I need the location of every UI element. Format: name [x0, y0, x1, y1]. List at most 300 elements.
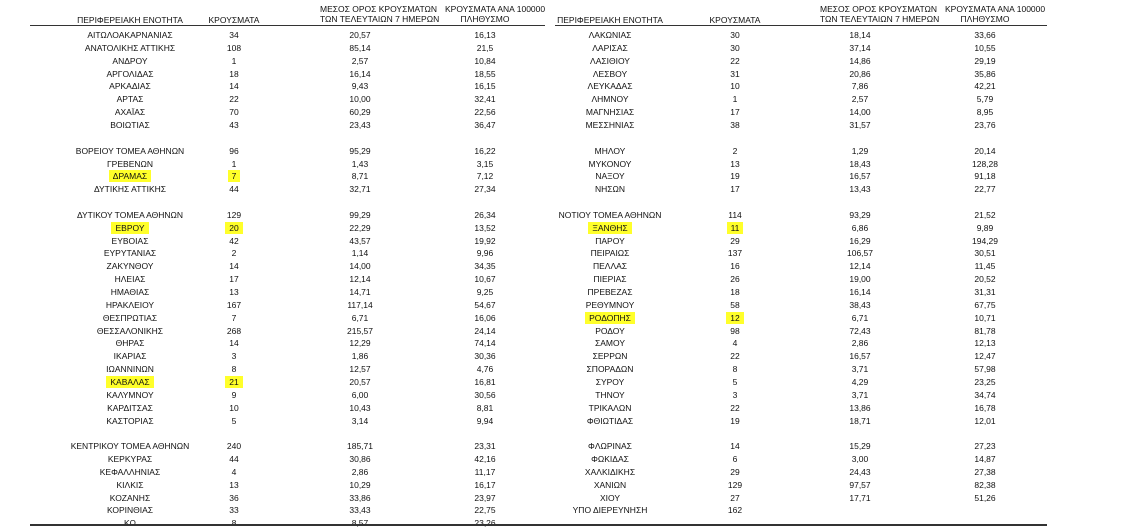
- table-row: [0, 350, 1129, 362]
- avg-cell: [820, 93, 900, 105]
- cases-cell-text: 44: [229, 454, 239, 465]
- region-cell-text: ΘΕΣΠΡΩΤΙΑΣ: [102, 312, 158, 323]
- region-cell-text: ΕΥΡΥΤΑΝΙΑΣ: [103, 248, 157, 259]
- table-row: [0, 209, 1129, 221]
- per100k-cell-text: 11,17: [474, 466, 496, 477]
- cases-cell: [705, 235, 765, 247]
- table-row: [0, 286, 1129, 298]
- avg-cell: [820, 68, 900, 80]
- table-row: [0, 68, 1129, 80]
- region-cell-text: ΑΝΑΤΟΛΙΚΗΣ ΑΤΤΙΚΗΣ: [84, 42, 176, 53]
- cases-cell: [705, 479, 765, 491]
- region-cell-text: ΝΑΞΟΥ: [595, 171, 625, 182]
- avg-cell-text: 6,00: [351, 389, 369, 400]
- region-cell-text: ΜΥΚΟΝΟΥ: [588, 158, 632, 169]
- table-row: [0, 299, 1129, 311]
- cases-cell: [705, 402, 765, 414]
- table-row: [0, 492, 1129, 504]
- per100k-cell-text: 42,21: [974, 81, 996, 92]
- per100k-cell: [945, 196, 1025, 208]
- region-cell: [540, 350, 680, 362]
- header-divider-left: [30, 25, 545, 26]
- avg-cell: [820, 273, 900, 285]
- table-row: [0, 273, 1129, 285]
- avg-cell-text: 4,29: [851, 376, 869, 387]
- per100k-cell: [945, 273, 1025, 285]
- avg-cell-text: 185,71: [347, 441, 373, 452]
- per100k-cell-text: 7,12: [476, 171, 494, 182]
- cases-cell: [705, 29, 765, 41]
- region-cell-text: ΗΡΑΚΛΕΙΟΥ: [105, 299, 155, 310]
- region-cell-text: ΚΑΒΑΛΑΣ: [106, 376, 153, 388]
- per100k-cell: [945, 29, 1025, 41]
- avg-cell-text: 6,71: [351, 312, 369, 323]
- region-cell-text: ΧΑΛΚΙΔΙΚΗΣ: [584, 466, 636, 477]
- per100k-cell-text: 21,52: [974, 209, 996, 220]
- per100k-cell: [945, 453, 1025, 465]
- cases-cell-text: 16: [730, 261, 740, 272]
- region-cell-text: ΔΡΑΜΑΣ: [109, 170, 151, 182]
- cases-cell: [705, 453, 765, 465]
- cases-cell-text: 42: [229, 235, 239, 246]
- cases-cell-text: 31: [730, 68, 740, 79]
- avg-cell-text: 16,57: [849, 171, 871, 182]
- avg-cell: [820, 80, 900, 92]
- cases-cell-text: 167: [226, 299, 242, 310]
- per100k-cell: [945, 183, 1025, 195]
- cases-cell: [705, 158, 765, 170]
- cases-cell-text: 8: [732, 364, 738, 375]
- avg-cell: [820, 235, 900, 247]
- per100k-cell: [945, 286, 1025, 298]
- per100k-cell-text: 11,45: [974, 261, 996, 272]
- per100k-cell-text: 10,55: [974, 42, 996, 53]
- region-cell-text: ΦΩΚΙΔΑΣ: [591, 454, 629, 465]
- avg-cell: [820, 119, 900, 131]
- region-cell: [540, 132, 680, 144]
- header-avg-right: [820, 4, 940, 24]
- cases-cell-text: 10: [730, 81, 740, 92]
- per100k-cell: [945, 479, 1025, 491]
- cases-cell-text: 30: [730, 30, 740, 40]
- cases-cell-text: 137: [727, 248, 743, 259]
- cases-cell-text: 162: [727, 505, 743, 516]
- per100k-cell-text: 10,84: [474, 55, 496, 66]
- cases-cell-text: 3: [732, 389, 738, 400]
- avg-cell-text: 33,86: [349, 492, 371, 503]
- per100k-cell-text: 21,5: [476, 42, 494, 53]
- per100k-cell-text: 13,52: [474, 222, 496, 233]
- cases-cell: [705, 145, 765, 157]
- avg-cell-text: 38,43: [849, 299, 871, 310]
- per100k-cell-text: 30,51: [974, 248, 996, 259]
- region-cell: [540, 247, 680, 259]
- avg-cell-text: 85,14: [349, 42, 371, 53]
- region-cell-text: ΧΙΟΥ: [599, 492, 621, 503]
- cases-cell-text: 3: [231, 351, 237, 362]
- avg-cell: [820, 427, 900, 439]
- per100k-cell-text: 54,67: [474, 299, 496, 310]
- table-row: [0, 235, 1129, 247]
- region-cell-text: ΣΕΡΡΩΝ: [592, 351, 628, 362]
- avg-cell-text: 99,29: [349, 209, 371, 220]
- avg-cell-text: 33,43: [349, 505, 371, 516]
- avg-cell-text: 97,57: [849, 479, 871, 490]
- per100k-cell-text: 23,97: [474, 492, 496, 503]
- cases-cell-text: 129: [226, 209, 242, 220]
- cases-cell-text: 1: [231, 55, 237, 66]
- cases-cell-text: 4: [732, 338, 738, 349]
- per100k-cell: [945, 440, 1025, 452]
- avg-cell: [820, 260, 900, 272]
- region-cell-text: ΜΑΓΝΗΣΙΑΣ: [585, 107, 635, 118]
- per100k-cell-text: 30,56: [474, 389, 496, 400]
- avg-cell: [820, 376, 900, 388]
- header-avg-left-line2: ΤΩΝ ΤΕΛΕΥΤΑΙΩΝ 7 ΗΜΕΡΩΝ: [320, 14, 440, 24]
- per100k-cell-text: 22,77: [974, 184, 996, 195]
- region-cell-text: ΕΒΡΟΥ: [111, 222, 148, 234]
- cases-cell-text: 43: [229, 119, 239, 130]
- avg-cell: [820, 196, 900, 208]
- avg-cell: [820, 325, 900, 337]
- cases-cell: [705, 504, 765, 516]
- header-region-right: ΠΕΡΙΦΕΡΕΙΑΚΗ ΕΝΟΤΗΤΑ: [557, 15, 663, 25]
- per100k-cell: [945, 42, 1025, 54]
- avg-cell: [820, 132, 900, 144]
- cases-cell-text: 29: [730, 235, 740, 246]
- avg-cell: [820, 479, 900, 491]
- cases-cell: [705, 312, 765, 324]
- per100k-cell: [945, 93, 1025, 105]
- region-cell-text: ΣΠΟΡΑΔΩΝ: [586, 364, 634, 375]
- avg-cell-text: 72,43: [849, 325, 871, 336]
- avg-cell-text: 30,86: [349, 454, 371, 465]
- region-cell: [540, 492, 680, 504]
- cases-cell-text: 29: [730, 466, 740, 477]
- avg-cell-text: 106,57: [847, 248, 873, 259]
- region-cell-text: ΜΗΛΟΥ: [594, 145, 626, 156]
- avg-cell: [820, 350, 900, 362]
- cases-cell: [705, 93, 765, 105]
- avg-cell-text: 14,00: [849, 107, 871, 118]
- cases-cell-text: 58: [730, 299, 740, 310]
- cases-cell: [705, 273, 765, 285]
- cases-cell: [705, 389, 765, 401]
- avg-cell-text: 16,57: [849, 351, 871, 362]
- cases-cell-text: 13: [229, 479, 239, 490]
- per100k-cell: [945, 466, 1025, 478]
- cases-cell-text: 44: [229, 184, 239, 195]
- avg-cell-text: 1,86: [351, 351, 369, 362]
- avg-cell-text: 15,29: [849, 441, 871, 452]
- cases-cell-text: 17: [730, 184, 740, 195]
- cases-cell-text: 27: [730, 492, 740, 503]
- per100k-cell: [945, 68, 1025, 80]
- table-row: [0, 170, 1129, 182]
- region-cell-text: ΑΡΚΑΔΙΑΣ: [109, 81, 151, 92]
- cases-cell-text: 5: [732, 376, 738, 387]
- per100k-cell: [945, 492, 1025, 504]
- cases-cell-text: 240: [226, 441, 242, 452]
- cases-cell: [705, 350, 765, 362]
- per100k-cell-text: 8,81: [476, 402, 494, 413]
- cases-cell: [705, 286, 765, 298]
- region-cell-text: ΗΜΑΘΙΑΣ: [110, 287, 150, 297]
- region-cell: [540, 415, 680, 427]
- header-avg-right-line1: ΜΕΣΟΣ ΟΡΟΣ ΚΡΟΥΣΜΑΤΩΝ: [820, 4, 937, 14]
- region-cell: [540, 106, 680, 118]
- avg-cell: [820, 466, 900, 478]
- avg-cell-text: 60,29: [349, 107, 371, 118]
- per100k-cell-text: 12,01: [974, 415, 996, 426]
- avg-cell-text: 22,29: [349, 222, 371, 233]
- per100k-cell-text: 27,23: [974, 441, 996, 452]
- cases-cell-text: 9: [231, 389, 237, 400]
- region-cell: [540, 363, 680, 375]
- per100k-cell-text: 32,41: [474, 94, 496, 105]
- per100k-cell-text: 8,95: [976, 107, 994, 118]
- avg-cell-text: 3,71: [851, 389, 869, 400]
- avg-cell: [820, 158, 900, 170]
- avg-cell-text: 6,86: [851, 222, 869, 233]
- region-cell-text: ΛΑΚΩΝΙΑΣ: [588, 30, 632, 40]
- header-per100k-right-line1: ΚΡΟΥΣΜΑΤΑ ΑΝΑ 100000: [945, 4, 1046, 14]
- table-row: [0, 260, 1129, 272]
- cases-cell-text: 114: [728, 209, 742, 220]
- cases-cell-text: 14: [229, 261, 239, 272]
- cases-cell-text: 6: [732, 454, 738, 465]
- region-cell-text: ΝΟΤΙΟΥ ΤΟΜΕΑ ΑΘΗΝΩΝ: [558, 209, 662, 220]
- header-per100k-left: [445, 4, 546, 24]
- region-cell: [540, 466, 680, 478]
- region-cell-text: ΡΟΔΟΠΗΣ: [585, 312, 635, 324]
- per100k-cell: [945, 209, 1025, 221]
- per100k-cell-text: 27,34: [474, 184, 496, 195]
- cases-cell-text: 7: [231, 312, 237, 323]
- cases-cell: [705, 427, 765, 439]
- per100k-cell-text: 5,79: [976, 94, 994, 105]
- per100k-cell-text: 26,34: [474, 209, 496, 220]
- region-cell-text: ΔΥΤΙΚΗΣ ΑΤΤΙΚΗΣ: [93, 184, 167, 195]
- region-cell: [540, 504, 680, 516]
- cases-cell-text: 70: [229, 107, 239, 118]
- per100k-cell-text: 23,76: [974, 119, 996, 130]
- cases-cell-text: 36: [229, 492, 239, 503]
- avg-cell-text: 6,71: [851, 312, 869, 323]
- per100k-cell-text: 12,47: [974, 351, 996, 362]
- avg-cell: [820, 440, 900, 452]
- per100k-cell: [945, 247, 1025, 259]
- table-row: [0, 106, 1129, 118]
- avg-cell-text: 10,43: [349, 402, 371, 413]
- per100k-cell-text: 128,28: [972, 158, 998, 169]
- per100k-cell-text: 4,76: [476, 364, 494, 375]
- region-cell-text: ΒΟΙΩΤΙΑΣ: [110, 119, 150, 130]
- table-row: [0, 440, 1129, 452]
- avg-cell-text: 93,29: [849, 209, 871, 220]
- cases-cell-text: 20: [225, 222, 242, 234]
- cases-cell-text: 11: [727, 222, 744, 234]
- region-cell-text: ΗΛΕΙΑΣ: [114, 274, 146, 285]
- per100k-cell: [945, 80, 1025, 92]
- per100k-cell: [945, 389, 1025, 401]
- per100k-cell-text: 34,35: [474, 261, 496, 272]
- region-cell: [540, 196, 680, 208]
- region-cell: [540, 479, 680, 491]
- avg-cell-text: 9,43: [351, 81, 369, 92]
- cases-cell-text: 108: [226, 42, 242, 53]
- per100k-cell-text: 74,14: [474, 338, 496, 349]
- per100k-cell-text: 31,31: [974, 287, 996, 297]
- per100k-cell-text: 14,87: [974, 454, 996, 465]
- avg-cell-text: 20,57: [349, 30, 371, 40]
- table-row: [0, 325, 1129, 337]
- table-row: [0, 453, 1129, 465]
- avg-cell-text: 37,14: [849, 42, 871, 53]
- cases-cell: [705, 299, 765, 311]
- cases-cell: [705, 363, 765, 375]
- region-cell: [540, 260, 680, 272]
- per100k-cell-text: 3,15: [476, 158, 494, 169]
- avg-cell-text: 13,86: [849, 402, 871, 413]
- region-cell-text: ΥΠΟ ΔΙΕΡΕΥΝΗΣΗ: [572, 505, 648, 516]
- region-cell: [540, 337, 680, 349]
- avg-cell: [820, 492, 900, 504]
- avg-cell-text: 2,86: [851, 338, 869, 349]
- region-cell: [540, 29, 680, 41]
- avg-cell-text: 2,86: [351, 466, 369, 477]
- region-cell-text: ΣΑΜΟΥ: [594, 338, 625, 349]
- region-cell: [540, 235, 680, 247]
- per100k-cell: [945, 55, 1025, 67]
- region-cell: [540, 312, 680, 324]
- avg-cell-text: 3,14: [351, 415, 369, 426]
- region-cell: [540, 80, 680, 92]
- header-avg-left: [320, 4, 440, 24]
- table-row: [0, 363, 1129, 375]
- cases-cell-text: 18: [229, 68, 239, 79]
- header-per100k-left-line2: ΠΛΗΘΥΣΜΟ: [460, 14, 510, 24]
- per100k-cell-text: 9,96: [476, 248, 494, 259]
- region-cell: [540, 93, 680, 105]
- table-row: [0, 504, 1129, 516]
- per100k-cell-text: 194,29: [972, 235, 998, 246]
- avg-cell-text: 16,14: [849, 287, 871, 297]
- region-cell: [540, 119, 680, 131]
- region-cell-text: ΚΑΣΤΟΡΙΑΣ: [106, 415, 154, 426]
- cases-cell: [705, 466, 765, 478]
- region-cell-text: ΣΥΡΟΥ: [595, 376, 625, 387]
- region-cell: [540, 68, 680, 80]
- avg-cell-text: 14,71: [349, 287, 371, 297]
- per100k-cell-text: 82,38: [974, 479, 996, 490]
- cases-cell-text: 21: [225, 376, 242, 388]
- region-cell-text: ΑΝΔΡΟΥ: [112, 55, 148, 66]
- per100k-cell-text: 27,38: [974, 466, 996, 477]
- avg-cell-text: 7,86: [851, 81, 869, 92]
- cases-cell-text: 26: [730, 274, 740, 285]
- per100k-cell-text: 91,18: [974, 171, 996, 182]
- cases-cell-text: 14: [229, 338, 239, 349]
- avg-cell: [820, 286, 900, 298]
- cases-cell: [705, 209, 765, 221]
- cases-cell-text: 17: [730, 107, 740, 118]
- cases-cell: [705, 337, 765, 349]
- per100k-cell-text: 19,92: [474, 235, 496, 246]
- region-cell: [540, 389, 680, 401]
- cases-cell: [705, 492, 765, 504]
- region-cell: [540, 209, 680, 221]
- region-cell: [540, 158, 680, 170]
- per100k-cell-text: 18,55: [474, 68, 496, 79]
- table-row: [0, 222, 1129, 234]
- per100k-cell: [945, 350, 1025, 362]
- cases-cell-text: 34: [229, 30, 239, 40]
- table-row: [0, 158, 1129, 170]
- avg-cell-text: 16,29: [849, 235, 871, 246]
- region-cell-text: ΙΩΑΝΝΙΝΩΝ: [106, 364, 154, 375]
- region-cell-text: ΡΕΘΥΜΝΟΥ: [585, 299, 635, 310]
- table-row: [0, 196, 1129, 208]
- avg-cell-text: 1,29: [851, 145, 869, 156]
- table-row: [0, 42, 1129, 54]
- region-cell-text: ΓΡΕΒΕΝΩΝ: [107, 158, 153, 169]
- region-cell-text: ΡΟΔΟΥ: [595, 325, 625, 336]
- avg-cell-text: 95,29: [349, 145, 371, 156]
- cases-cell: [705, 132, 765, 144]
- table-row: [0, 402, 1129, 414]
- per100k-cell-text: 16,78: [974, 402, 996, 413]
- avg-cell: [820, 42, 900, 54]
- cases-cell: [705, 80, 765, 92]
- per100k-cell: [945, 312, 1025, 324]
- table-row: [0, 29, 1129, 41]
- region-cell-text: ΑΡΓΟΛΙΔΑΣ: [106, 68, 154, 79]
- per100k-cell-text: 16,15: [474, 81, 496, 92]
- per100k-cell-text: 10,67: [474, 274, 496, 285]
- avg-cell-text: 23,43: [349, 119, 371, 130]
- cases-cell-text: 33: [229, 505, 239, 516]
- cases-cell-text: 22: [730, 55, 740, 66]
- avg-cell-text: 12,57: [349, 364, 371, 375]
- region-cell-text: ΒΟΡΕΙΟΥ ΤΟΜΕΑ ΑΘΗΝΩΝ: [75, 145, 185, 156]
- region-cell-text: ΚΟΖΑΝΗΣ: [109, 492, 151, 503]
- per100k-cell-text: 34,74: [974, 389, 996, 400]
- per100k-cell: [945, 325, 1025, 337]
- region-cell-text: ΑΡΤΑΣ: [116, 94, 144, 105]
- header-cases-right: ΚΡΟΥΣΜΑΤΑ: [709, 15, 761, 25]
- table-row: [0, 183, 1129, 195]
- table-row: [0, 119, 1129, 131]
- region-cell: [540, 145, 680, 157]
- cases-cell-text: 5: [231, 415, 237, 426]
- per100k-cell-text: 16,17: [474, 479, 496, 490]
- avg-cell-text: 14,86: [849, 55, 871, 66]
- avg-cell-text: 10,00: [349, 94, 371, 105]
- header-per100k-left-line1: ΚΡΟΥΣΜΑΤΑ ΑΝΑ 100000: [445, 4, 546, 14]
- region-cell: [540, 273, 680, 285]
- per100k-cell: [945, 299, 1025, 311]
- per100k-cell: [945, 363, 1025, 375]
- region-cell-text: ΠΑΡΟΥ: [595, 235, 625, 246]
- avg-cell-text: 12,14: [349, 274, 371, 285]
- cases-cell: [705, 196, 765, 208]
- avg-cell-text: 18,43: [849, 158, 871, 169]
- region-cell-text: ΠΕΙΡΑΙΩΣ: [590, 248, 630, 259]
- cases-cell: [705, 415, 765, 427]
- avg-cell-text: 10,29: [349, 479, 371, 490]
- cases-cell-text: 8: [231, 364, 237, 375]
